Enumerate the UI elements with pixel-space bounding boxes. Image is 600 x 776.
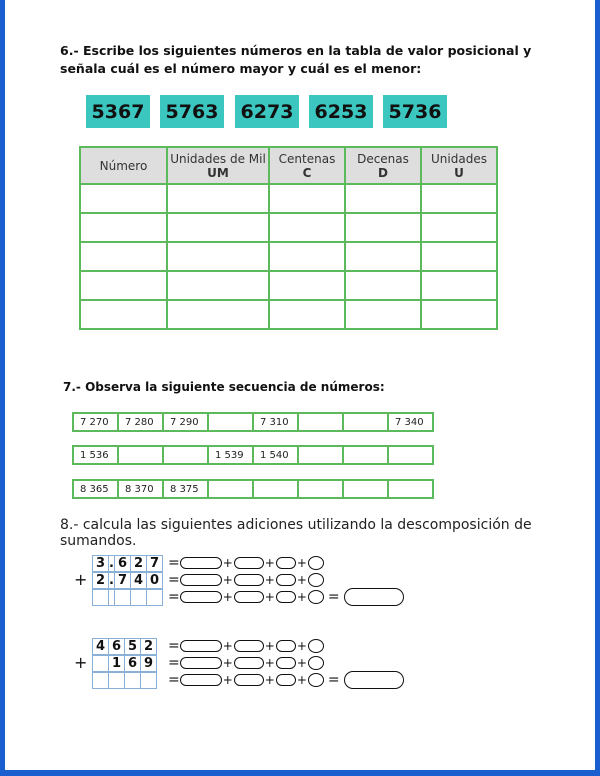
- answer-oval[interactable]: [308, 556, 324, 570]
- sequence-cell: 7 340: [388, 413, 433, 431]
- addition-exercise-1: [74, 553, 412, 605]
- table-row: [80, 242, 497, 271]
- plus-sign: +: [222, 556, 233, 570]
- answer-oval[interactable]: [276, 640, 296, 652]
- header-c: Centenas C: [269, 147, 345, 184]
- sequence-cell: 7 290: [163, 413, 208, 431]
- sequence-cell: 1 539: [208, 446, 253, 464]
- answer-oval[interactable]: [180, 640, 222, 652]
- sequence-cell: 8 365: [73, 480, 118, 498]
- answer-cell[interactable]: [421, 213, 497, 242]
- number-card: 6273: [235, 95, 299, 128]
- answer-oval[interactable]: [276, 557, 296, 569]
- table-row: [80, 300, 497, 329]
- sequence-cell[interactable]: [388, 446, 433, 464]
- plus-sign: +: [264, 590, 275, 604]
- digit-cell[interactable]: [93, 590, 109, 606]
- plus-sign: +: [296, 656, 307, 670]
- sequence-cell[interactable]: [388, 480, 433, 498]
- number-card: 5763: [160, 95, 224, 128]
- answer-oval[interactable]: [180, 574, 222, 586]
- answer-oval[interactable]: [308, 656, 324, 670]
- digit-cell: 3: [93, 556, 109, 572]
- answer-cell[interactable]: [345, 271, 421, 300]
- table-row: [80, 184, 497, 213]
- answer-cell[interactable]: [421, 242, 497, 271]
- answer-cell[interactable]: [167, 242, 269, 271]
- answer-oval[interactable]: [180, 591, 222, 603]
- answer-cell[interactable]: [345, 213, 421, 242]
- answer-cell[interactable]: [80, 213, 167, 242]
- question-7-text: 7.- Observa la siguiente secuencia de números:: [63, 380, 385, 394]
- plus-sign: +: [296, 639, 307, 653]
- equals-sign: =: [168, 572, 180, 588]
- digit-cell: 6: [115, 556, 131, 572]
- sequence-cell[interactable]: [208, 480, 253, 498]
- result-oval[interactable]: [344, 588, 404, 606]
- digit-cell: 7: [147, 556, 163, 572]
- header-u: Unidades U: [421, 147, 497, 184]
- plus-sign: +: [222, 573, 233, 587]
- decomposition-row: [168, 572, 324, 588]
- sequence-cell[interactable]: [343, 480, 388, 498]
- answer-oval[interactable]: [234, 674, 264, 686]
- equals-sign: =: [327, 589, 340, 605]
- digit-cell: 1: [109, 656, 125, 672]
- sequence-cell[interactable]: [298, 480, 343, 498]
- digit-cell[interactable]: [109, 673, 125, 689]
- question-6-text: 6.- Escribe los siguientes números en la tabla de valor posicional y señala cuál es el número mayor y cuál es el menor:: [60, 43, 532, 76]
- answer-cell[interactable]: [80, 300, 167, 329]
- sequence-cell: 7 270: [73, 413, 118, 431]
- place-value-table: [79, 146, 498, 330]
- sequence-cell: 1 540: [253, 446, 298, 464]
- plus-sign: +: [296, 673, 307, 687]
- digit-cell[interactable]: [131, 590, 147, 606]
- equals-sign: =: [168, 589, 180, 605]
- decomposition-row: [168, 638, 324, 654]
- plus-sign: +: [296, 556, 307, 570]
- plus-sign: +: [264, 573, 275, 587]
- decomposition-row: [168, 672, 404, 688]
- digit-cell: [93, 656, 109, 672]
- number-card: 5367: [86, 95, 150, 128]
- answer-oval[interactable]: [234, 657, 264, 669]
- sequence-cell: 8 375: [163, 480, 208, 498]
- answer-oval[interactable]: [308, 639, 324, 653]
- plus-sign: +: [222, 673, 233, 687]
- digit-cell: 6: [109, 639, 125, 655]
- sequence-row-1: [72, 412, 434, 432]
- digit-cell[interactable]: [125, 673, 141, 689]
- sequence-cell[interactable]: [298, 446, 343, 464]
- digit-cell: 0: [147, 573, 163, 589]
- answer-oval[interactable]: [308, 590, 324, 604]
- digit-cell: .: [109, 556, 114, 571]
- header-um: Unidades de Mil UM: [167, 147, 269, 184]
- answer-oval[interactable]: [276, 657, 296, 669]
- sequence-cell[interactable]: [118, 446, 163, 464]
- answer-cell[interactable]: [345, 184, 421, 213]
- result-row[interactable]: [92, 589, 163, 606]
- number-card: 6253: [309, 95, 373, 128]
- digit-cell: 2: [141, 639, 157, 655]
- equals-sign: =: [168, 655, 180, 671]
- digit-cell: 2: [93, 573, 109, 589]
- addend-top: [92, 638, 157, 655]
- answer-oval[interactable]: [276, 591, 296, 603]
- plus-sign: +: [222, 590, 233, 604]
- answer-cell[interactable]: [421, 271, 497, 300]
- header-numero: Número: [80, 147, 167, 184]
- plus-sign: +: [74, 570, 88, 589]
- answer-cell[interactable]: [269, 184, 345, 213]
- plus-sign: +: [222, 656, 233, 670]
- plus-sign: +: [296, 590, 307, 604]
- answer-cell[interactable]: [269, 242, 345, 271]
- answer-oval[interactable]: [180, 674, 222, 686]
- answer-cell[interactable]: [345, 242, 421, 271]
- sequence-cell[interactable]: [253, 480, 298, 498]
- addend-bottom: [92, 655, 157, 672]
- plus-sign: +: [222, 639, 233, 653]
- digit-cell[interactable]: [141, 673, 157, 689]
- answer-oval[interactable]: [234, 640, 264, 652]
- answer-oval[interactable]: [234, 591, 264, 603]
- addition-exercise-2: [74, 636, 412, 688]
- answer-cell[interactable]: [269, 271, 345, 300]
- answer-cell[interactable]: [269, 213, 345, 242]
- number-card: 5736: [383, 95, 447, 128]
- equals-sign: =: [168, 555, 180, 571]
- plus-sign: +: [264, 556, 275, 570]
- sequence-cell[interactable]: [208, 413, 253, 431]
- result-oval[interactable]: [344, 671, 404, 689]
- answer-cell[interactable]: [167, 213, 269, 242]
- sequence-cell[interactable]: [163, 446, 208, 464]
- sequence-cell: 7 310: [253, 413, 298, 431]
- sequence-cell[interactable]: [343, 446, 388, 464]
- header-d: Decenas D: [345, 147, 421, 184]
- decomposition-row: [168, 589, 404, 605]
- sequence-cell: 8 370: [118, 480, 163, 498]
- answer-cell[interactable]: [421, 300, 497, 329]
- answer-oval[interactable]: [276, 674, 296, 686]
- digit-cell: 7: [115, 573, 131, 589]
- answer-cell[interactable]: [269, 300, 345, 329]
- answer-oval[interactable]: [180, 657, 222, 669]
- equals-sign: =: [168, 672, 180, 688]
- answer-oval[interactable]: [180, 557, 222, 569]
- plus-sign: +: [264, 673, 275, 687]
- equals-sign: =: [327, 672, 340, 688]
- digit-cell: 4: [93, 639, 109, 655]
- plus-sign: +: [264, 656, 275, 670]
- digit-cell[interactable]: [93, 673, 109, 689]
- plus-sign: +: [74, 653, 88, 672]
- digit-cell: .: [109, 573, 114, 588]
- digit-cell[interactable]: [147, 590, 163, 606]
- digit-cell: 2: [131, 556, 147, 572]
- answer-cell[interactable]: [167, 300, 269, 329]
- addend-bottom: [92, 572, 163, 589]
- answer-cell[interactable]: [80, 271, 167, 300]
- answer-oval[interactable]: [308, 673, 324, 687]
- question-8-text: 8.- calcula las siguientes adiciones utilizando la descomposición de sumandos.: [60, 517, 532, 549]
- equals-sign: =: [168, 638, 180, 654]
- result-row[interactable]: [92, 672, 157, 689]
- sequence-row-2: [72, 445, 434, 465]
- table-row: [80, 271, 497, 300]
- digit-cell: 4: [131, 573, 147, 589]
- table-row: [80, 213, 497, 242]
- answer-cell[interactable]: [167, 184, 269, 213]
- answer-cell[interactable]: [80, 242, 167, 271]
- plus-sign: +: [296, 573, 307, 587]
- sequence-cell: 7 280: [118, 413, 163, 431]
- answer-cell[interactable]: [80, 184, 167, 213]
- sequence-cell: 1 536: [73, 446, 118, 464]
- answer-cell[interactable]: [345, 300, 421, 329]
- sequence-cell[interactable]: [298, 413, 343, 431]
- answer-oval[interactable]: [234, 574, 264, 586]
- answer-oval[interactable]: [234, 557, 264, 569]
- sequence-cell[interactable]: [343, 413, 388, 431]
- plus-sign: +: [264, 639, 275, 653]
- answer-oval[interactable]: [276, 574, 296, 586]
- decomposition-row: [168, 555, 324, 571]
- digit-cell: 9: [141, 656, 157, 672]
- digit-cell: 6: [125, 656, 141, 672]
- answer-cell[interactable]: [421, 184, 497, 213]
- digit-cell[interactable]: [115, 590, 131, 606]
- answer-cell[interactable]: [167, 271, 269, 300]
- decomposition-row: [168, 655, 324, 671]
- digit-cell: 5: [125, 639, 141, 655]
- sequence-row-3: [72, 479, 434, 499]
- addend-top: [92, 555, 163, 572]
- answer-oval[interactable]: [308, 573, 324, 587]
